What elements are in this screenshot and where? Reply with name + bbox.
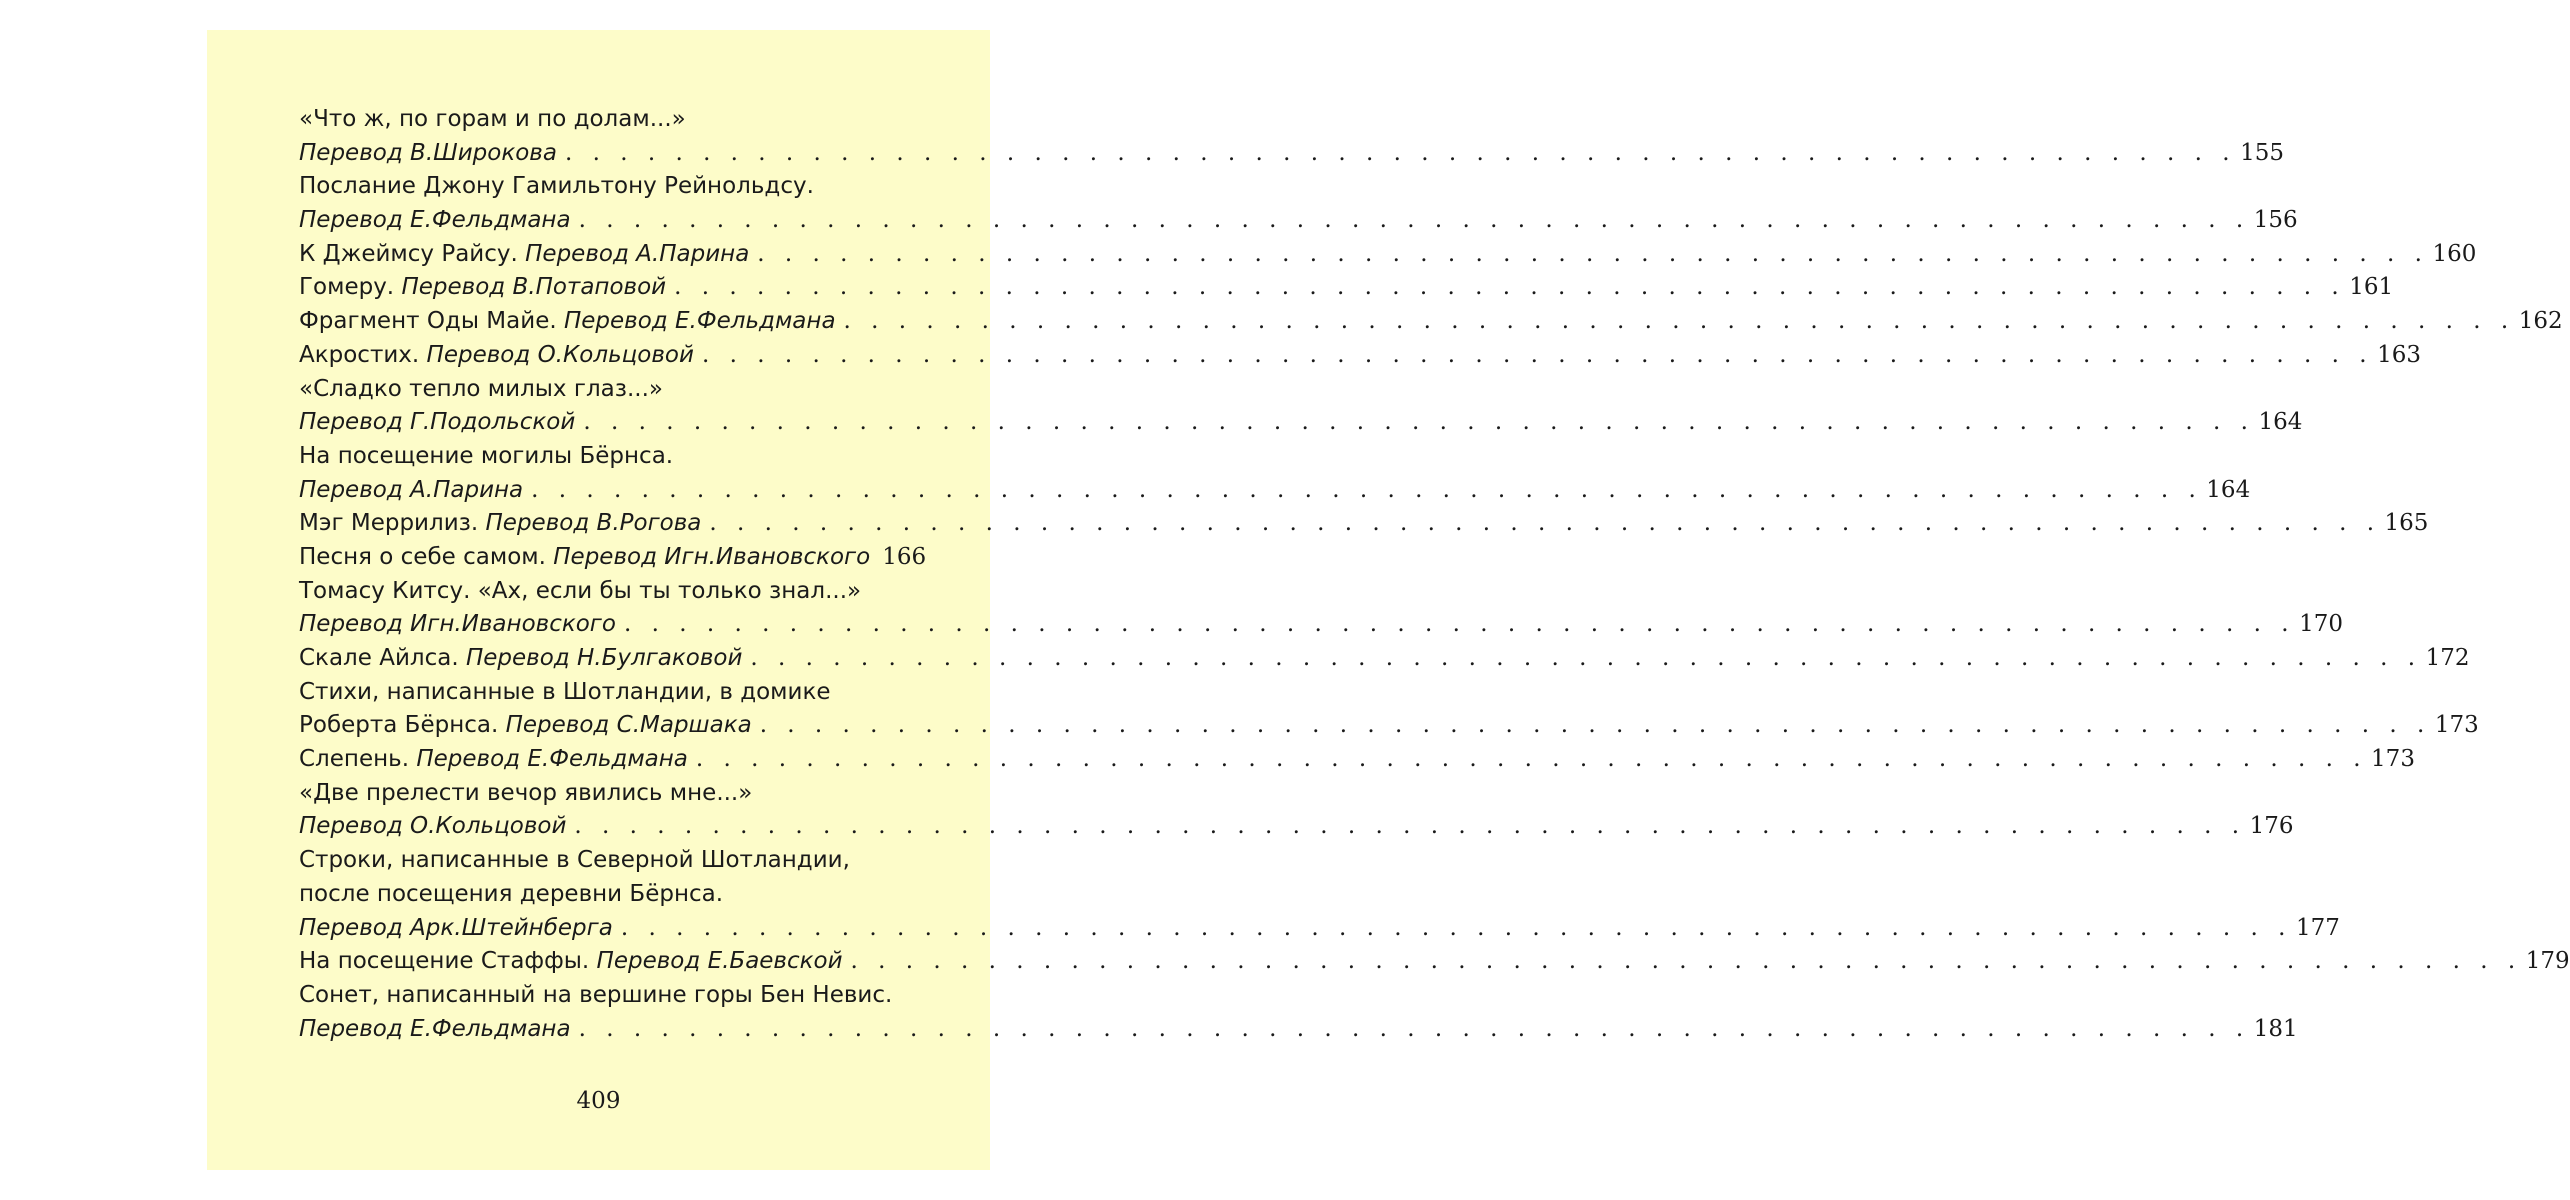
entry-title: Скале Айлса. <box>299 645 459 671</box>
entry-page-number: 156 <box>2253 207 2298 234</box>
entry-title: Гомеру. <box>299 274 395 301</box>
toc-entry <box>299 575 912 609</box>
entry-translator: Перевод О.Кольцовой <box>426 341 694 368</box>
entry-translator: Перевод Арк.Штейнберга <box>299 914 613 941</box>
toc-entry <box>299 406 2303 440</box>
toc-entry <box>299 709 2479 743</box>
entry-title: На посещение могилы Бёрнса. <box>299 442 674 469</box>
toc-entry <box>299 339 2421 373</box>
dot-leader <box>621 912 2292 946</box>
entry-title: Стихи, написанные в Шотландии, в домике <box>299 678 831 705</box>
toc-entry <box>299 912 2340 946</box>
dot-leader <box>579 1013 2250 1047</box>
toc-entry <box>299 743 2415 777</box>
toc-entry <box>299 305 2563 339</box>
entry-translator: Перевод В.Широкова <box>299 139 557 166</box>
dot-leader <box>583 406 2254 440</box>
toc-entry <box>299 170 912 204</box>
entry-page-number: 176 <box>2249 813 2294 840</box>
dot-leader <box>750 642 2421 676</box>
entry-page-number: 163 <box>2377 341 2421 368</box>
toc-entry <box>299 979 912 1013</box>
dot-leader <box>851 945 2522 979</box>
entry-page-number: 177 <box>2295 914 2340 941</box>
toc-entry <box>299 103 912 137</box>
entry-title: «Что ж, по горам и по долам...» <box>299 106 686 132</box>
toc-entry <box>299 507 2429 541</box>
entry-title: Сонет, написанный на вершине горы Бен Невис. <box>299 981 893 1008</box>
entry-page-number: 172 <box>2425 645 2470 671</box>
entry-page-number: 170 <box>2299 611 2344 638</box>
entry-title: Слепень. <box>299 746 410 773</box>
entry-title: Акростих. <box>299 341 420 368</box>
entry-translator: Перевод Г.Подольской <box>299 409 576 436</box>
entry-page-number: 164 <box>2206 476 2251 503</box>
entry-translator: Перевод В.Потаповой <box>401 274 667 301</box>
entry-page-number: 181 <box>2253 1015 2298 1042</box>
dot-leader <box>760 709 2431 743</box>
entry-title: после посещения деревни Бёрнса. <box>299 880 724 907</box>
entry-page-number: 173 <box>2371 746 2415 773</box>
toc-entry <box>299 1013 2298 1047</box>
entry-title: «Сладко тепло милых глаз...» <box>299 375 663 402</box>
entry-page-number: 165 <box>2384 510 2429 537</box>
entry-title: Фрагмент Оды Майе. <box>299 308 557 335</box>
book-page <box>207 30 2570 1170</box>
entry-translator: Перевод Е.Фельдмана <box>563 308 836 335</box>
entry-title: Роберта Бёрнса. <box>299 712 499 739</box>
toc-entry <box>299 810 2294 844</box>
entry-translator: Перевод Игн.Ивановского <box>299 611 616 638</box>
entry-page-number: 155 <box>2240 139 2284 166</box>
toc-entry <box>299 642 2470 676</box>
dot-leader <box>844 305 2515 339</box>
entry-title: Строки, написанные в Северной Шотландии, <box>299 847 850 874</box>
entry-title: «Две прелести вечор явились мне...» <box>299 779 753 806</box>
dot-leader <box>579 204 2250 238</box>
toc-entry <box>299 204 2298 238</box>
toc-entry <box>299 945 2570 979</box>
toc-entry <box>299 238 2477 272</box>
entry-translator: Перевод С.Маршака <box>505 712 752 739</box>
entry-translator: Перевод Игн.Ивановского <box>553 543 871 570</box>
dot-leader <box>531 474 2202 508</box>
entry-page-number: 162 <box>2518 308 2563 335</box>
toc-entry <box>299 844 912 878</box>
dot-leader <box>565 137 2236 171</box>
dot-leader <box>702 339 2373 373</box>
toc-entry <box>299 137 2284 171</box>
entry-title: Томасу Китсу. «Ах, если бы ты только знал...» <box>299 577 862 604</box>
entry-translator: Перевод Е.Фельдмана <box>416 746 688 773</box>
toc-entry <box>299 474 2251 508</box>
entry-translator: Перевод Н.Булгаковой <box>465 645 743 671</box>
dot-leader <box>624 608 2295 642</box>
entry-page-number: 164 <box>2258 409 2303 436</box>
entry-translator: Перевод О.Кольцовой <box>299 813 567 840</box>
entry-translator: Перевод Е.Фельдмана <box>299 1015 571 1042</box>
toc-entry <box>299 777 912 811</box>
toc-entry <box>299 608 2344 642</box>
toc-entry <box>299 878 912 912</box>
entry-translator: Перевод Е.Баевской <box>596 948 843 975</box>
entry-title: Песня о себе самом. <box>299 543 546 570</box>
toc-entry <box>299 541 927 575</box>
entry-title: Послание Джону Гамильтону Рейнольдсу. <box>299 173 814 200</box>
dot-leader <box>696 743 2367 777</box>
entry-page-number: 161 <box>2349 274 2394 301</box>
dot-leader <box>574 810 2245 844</box>
toc-entry <box>299 440 912 474</box>
entry-page-number: 160 <box>2432 240 2477 267</box>
dot-leader <box>709 507 2380 541</box>
entry-translator: Перевод В.Рогова <box>485 510 702 537</box>
dot-leader <box>674 271 2345 305</box>
toc-entry <box>299 373 912 407</box>
entry-page-number: 179 <box>2525 948 2570 975</box>
entry-translator: Перевод А.Парина <box>525 240 750 267</box>
entry-translator: Перевод Е.Фельдмана <box>299 207 571 234</box>
entry-translator: Перевод А.Парина <box>299 476 524 503</box>
page-number: 409 <box>576 1088 621 1114</box>
entry-title: К Джеймсу Райсу. <box>299 240 518 267</box>
entry-page-number: 173 <box>2434 712 2479 739</box>
table-of-contents <box>299 103 2570 1046</box>
dot-leader <box>757 238 2428 272</box>
entry-title: На посещение Стаффы. <box>299 948 590 975</box>
entry-page-number: 166 <box>882 543 927 570</box>
toc-entry <box>299 676 912 710</box>
toc-entry <box>299 271 2394 305</box>
entry-title: Мэг Меррилиз. <box>299 510 479 537</box>
